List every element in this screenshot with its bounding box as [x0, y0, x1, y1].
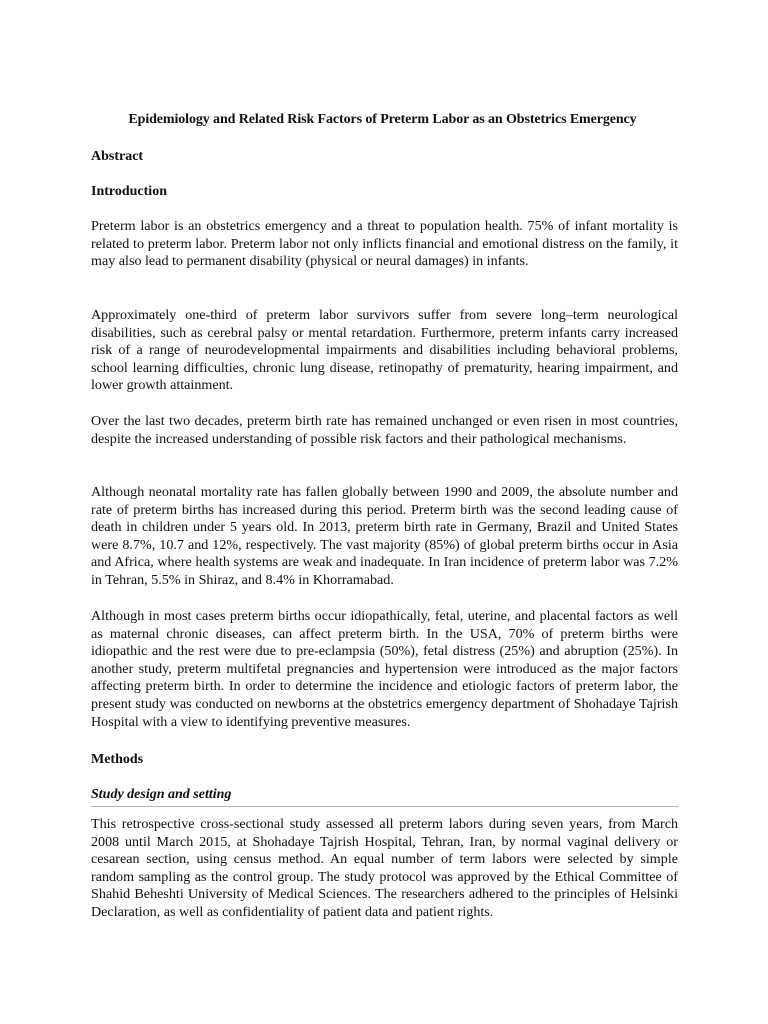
methods-heading: Methods: [91, 752, 144, 767]
introduction-heading: Introduction: [91, 184, 167, 199]
intro-paragraph-4: Although neonatal mortality rate has fallen globally between 1990 and 2009, the absolute number and rate of preterm births has increased during this period. Preterm birth was the second leading cause of death in children under 5 years old. In 2013, preterm birth rate in Germany, Brazil and United States were 8.7%, 10.7 and 12%, respectively. The vast majority (85%) of global preterm births occur in Asia and Africa, where health systems are weak and inadequate. In Iran incidence of preterm labor was 7.2% in Tehran, 5.5% in Shiraz, and 8.4% in Khorramabad.: [91, 484, 678, 588]
intro-paragraph-5: Although in most cases preterm births occur idiopathically, fetal, uterine, and placental factors as well as maternal chronic diseases, can affect preterm birth. In the USA, 70% of preterm births were idiopathic and the rest were due to pre-eclampsia (50%), fetal distress (25%) and abruption (25%). In another study, preterm multifetal pregnancies and hypertension were introduced as the major factors affecting preterm birth. In order to determine the incidence and etiologic factors of preterm labor, the present study was conducted on newborns at the obstetrics emergency department of Shohadaye Tajrish Hospital with a view to identifying preventive measures.: [91, 608, 678, 730]
document-title: Epidemiology and Related Risk Factors of Preterm Labor as an Obstetrics Emergency: [128, 112, 637, 127]
intro-paragraph-3: Over the last two decades, preterm birth rate has remained unchanged or even risen in most countries, despite the increased understanding of possible risk factors and their pathological mechanisms.: [91, 413, 678, 447]
methods-paragraph-1: This retrospective cross-sectional study assessed all preterm labors during seven years, from March 2008 until March 2015, at Shohadaye Tajrish Hospital, Tehran, Iran, by normal vaginal delivery or cesarean section, using census method. An equal number of term labors were selected by simple random sampling as the control group. The study protocol was approved by the Ethical Committee of Shahid Beheshti University of Medical Sciences. The researchers adhered to the principles of Helsinki Declaration, as well as confidentiality of patient data and patient rights.: [91, 816, 678, 920]
abstract-heading: Abstract: [91, 149, 144, 164]
intro-paragraph-2: Approximately one-third of preterm labor survivors suffer from severe long–term neurological disabilities, such as cerebral palsy or mental retardation. Furthermore, preterm infants carry increased risk of a range of neurodevelopmental impairments and disabilities including behavioral problems, school learning difficulties, chronic lung disease, retinopathy of prematurity, hearing impairment, and lower growth attainment.: [91, 307, 678, 394]
study-design-heading: Study design and setting: [91, 786, 678, 807]
intro-paragraph-1: Preterm labor is an obstetrics emergency and a threat to population health. 75% of infant mortality is related to preterm labor. Preterm labor not only inflicts financial and emotional distress on the family, it may also lead to permanent disability (physical or neural damages) in infants.: [91, 218, 678, 270]
